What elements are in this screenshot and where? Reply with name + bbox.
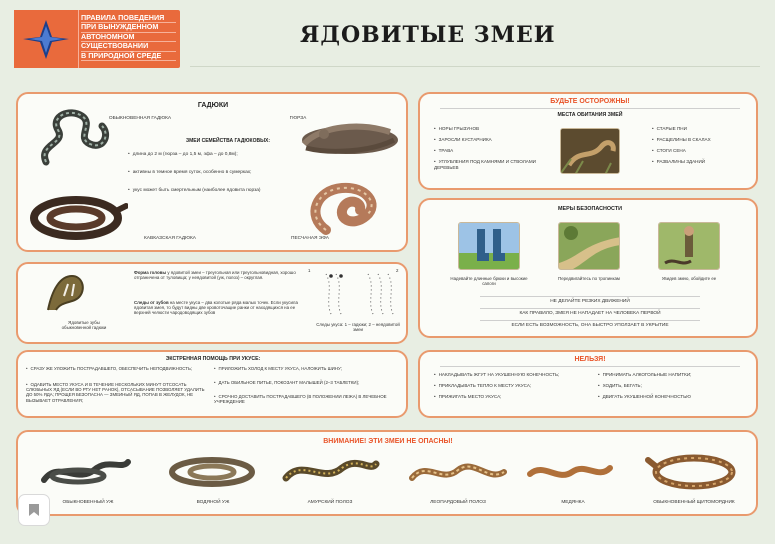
harmless-name: МЕДЯНКА	[561, 500, 585, 505]
amur-ratsnake-image	[280, 450, 380, 490]
habitat-item: • СТАРЫЕ ПНИ	[652, 126, 752, 132]
habitat-item: • РАЗВАЛИНЫ ЗДАНИЙ	[652, 159, 752, 165]
pit-viper-image	[644, 448, 740, 492]
habitats-title: МЕСТА ОБИТАНИЯ ЗМЕЙ	[557, 112, 623, 118]
harmless-snakes-panel	[16, 430, 758, 516]
harmless-name: ЛЕОПАРДОВЫЙ ПОЛОЗ	[430, 500, 486, 505]
viper-fact	[128, 152, 298, 158]
header-line: СУЩЕСТВОВАНИИ	[81, 42, 176, 51]
sand-efa-label: ПЕСЧАНАЯ ЭФА	[291, 236, 329, 241]
head-shape-panel	[16, 262, 408, 344]
safety-title: МЕРЫ БЕЗОПАСНОСТИ	[558, 206, 622, 212]
forbidden-item: • ДВИГАТЬ УКУШЕННОЙ КОНЕЧНОСТЬЮ	[598, 394, 754, 400]
safety-divider	[480, 296, 700, 297]
viper-fangs-caption: Ядовитые зубы обыкновенной гадюки	[61, 320, 107, 331]
track-label-1: 1	[308, 268, 311, 273]
vipers-title: ГАДЮКИ	[197, 102, 229, 109]
sand-efa-image	[306, 170, 396, 242]
header-org-text	[78, 10, 180, 68]
first-aid-step	[26, 366, 206, 371]
head-shape-text	[134, 270, 312, 280]
beware-divider	[440, 108, 740, 109]
vipers-panel	[16, 92, 408, 252]
habitat-item: • СТОГИ СЕНА	[652, 148, 752, 154]
safety-caption: Надевайте длинные брюки и высокие сапоги	[450, 276, 528, 287]
first-aid-step	[214, 366, 394, 371]
safety-panel	[418, 198, 758, 338]
bite-marks-bold: Следы от зубов	[134, 300, 169, 305]
harmless-name: ОБЫКНОВЕННЫЙ ЩИТОМОРДНИК	[653, 500, 735, 505]
forbidden-panel	[418, 350, 758, 418]
title-divider	[190, 66, 760, 67]
caucasian-viper-image	[28, 188, 128, 242]
leopard-snake-image	[408, 454, 508, 490]
page-title: ЯДОВИТЫЕ ЗМЕИ	[300, 22, 556, 48]
habitat-item: • НОРЫ ГРЫЗУНОВ	[434, 126, 544, 132]
bookmark-icon	[28, 503, 40, 517]
water-snake-image	[164, 450, 260, 490]
caucasian-viper-label: КАВКАЗСКАЯ ГАДЮКА	[144, 236, 196, 241]
avoid-snake-image	[658, 222, 720, 270]
safety-caption: Передвигайтесь по тропинкам	[558, 276, 620, 281]
harmless-name: ОБЫКНОВЕННЫЙ УЖ	[62, 500, 114, 505]
habitats-left-list	[434, 126, 544, 176]
tracks-caption: Следы укуса: 1 – гадюки; 2 – неядовитой змеи	[316, 322, 400, 333]
snake-in-grass-image	[560, 128, 620, 174]
safety-rule: КАК ПРАВИЛО, ЗМЕЯ НЕ НАПАДАЕТ НА ЧЕЛОВЕКА ПЕРВОЙ	[519, 311, 661, 316]
first-aid-step-text: • ПРИЛОЖИТЬ ХОЛОД К МЕСТУ УКУСА, НАЛОЖИТЬ ШИНУ;	[214, 366, 342, 371]
forbidden-item: • НАКЛАДЫВАТЬ ЖГУТ НА УКУШЕННУЮ КОНЕЧНОСТЬ;	[434, 372, 594, 378]
beware-title: БУДЬТЕ ОСТОРОЖНЫ!	[550, 98, 630, 105]
track-label-2: 2	[396, 268, 399, 273]
high-boots-image	[458, 222, 520, 270]
path-image	[558, 222, 620, 270]
header-line: В ПРИРОДНОЙ СРЕДЕ	[81, 52, 176, 61]
safety-caption: Увидев змею, обойдите ее	[661, 276, 717, 281]
harmless-name: ВОДЯНОЙ УЖ	[196, 500, 230, 505]
bite-marks-desc: на месте укуса – два колотые ряда малых точек. Если укусила ядовитая змея, то будут видны две кровоточащие ранки от находящихся на ее верхней челюсти чародоводящих зубов	[134, 300, 298, 316]
safety-rule: НЕ ДЕЛАЙТЕ РЕЗКИХ ДВИЖЕНИЙ	[550, 299, 630, 304]
first-aid-step-text: • ОДАВИТЬ МЕСТО УКУСА И В ТЕЧЕНИЕ НЕСКОЛЬКИХ МИНУТ ОТСОСАТЬ СЛЮБЬНЫХ ЯД (ЕСЛИ ВО РТУ НЕТ РАНОК), ОТСАСЫВАНИЕ ПОЗВОЛЯЕТ УДАЛИТЬ ДО 50% ЯДА; ПРОЩЕЯ БЕЗОПАСНА — ЗМЕИНЫЙ ЯД, ПОПАВ В ЖЕЛУДОК, НЕ ВЫЗЫВАЕТ ОТРАВЛЕНИЯ;	[26, 382, 205, 403]
safety-divider	[480, 308, 700, 309]
gyurza-label: ГЮРЗА	[289, 116, 307, 121]
forbidden-item: • ПРИКЛАДЫВАТЬ ТЕПЛО К МЕСТУ УКУСА;	[434, 383, 594, 389]
safety-divider	[480, 320, 700, 321]
first-aid-step	[214, 394, 394, 404]
emergency-logo-icon	[14, 10, 78, 68]
first-aid-step-text: • СРАЗУ ЖЕ УЛОЖИТЬ ПОСТРАДАВШЕГО, ОБЕСПЕЧИТЬ НЕПОДВИЖНОСТЬ;	[26, 366, 192, 371]
first-aid-title: ЭКСТРЕННАЯ ПОМОЩЬ ПРИ УКУСЕ:	[165, 356, 261, 362]
habitat-item: • ТРАВА	[434, 148, 544, 154]
first-aid-step-text: • ДАТЬ ОБИЛЬНОЕ ПИТЬЕ, ПОКОЗАНТ МАЛЫШЕЙ (2–3 ТАБЛЕТКИ);	[214, 380, 359, 385]
safety-rule: ЕСЛИ ЕСТЬ ВОЗМОЖНОСТЬ, ОНА БЫСТРО УПОЛЗАЕТ В УКРЫТИЕ	[511, 323, 669, 328]
habitat-item: • ЗАРОСЛИ КУСТАРНИКА	[434, 137, 544, 143]
viper-fact-text: • активны в темное время суток, особенно в сумерках;	[128, 170, 251, 175]
forbidden-item: • ХОДИТЬ, БЕГАТЬ;	[598, 383, 754, 389]
viper-fact	[128, 170, 298, 176]
viper-fact	[128, 188, 298, 194]
first-aid-step	[26, 382, 206, 403]
bookmark-button[interactable]	[18, 494, 50, 526]
viper-head-image	[42, 270, 90, 316]
forbidden-title: НЕЛЬЗЯ!	[574, 356, 606, 363]
viper-fact-text: • укус может быть смертельным (наиболее ядовита гюрза)	[128, 188, 261, 193]
forbidden-left-list	[434, 372, 594, 405]
grass-snake-image	[38, 450, 134, 490]
beware-panel	[418, 92, 758, 190]
common-viper-label: ОБЫКНОВЕННАЯ ГАДЮКА	[108, 116, 172, 121]
header-line: ПРАВИЛА ПОВЕДЕНИЯ	[81, 14, 176, 23]
habitat-item: • РАСЩЕЛИНЫ В СКАЛАХ	[652, 137, 752, 143]
first-aid-step	[214, 380, 394, 385]
smooth-snake-image	[524, 454, 614, 490]
head-shape-desc: у ядовитой змеи – треугольная или треугольновидная, хорошо отграничена от туловища; у неядовитой (уж, полоз) – округлая.	[134, 270, 296, 281]
habitat-item: • УГЛУБЛЕНИЯ ПОД КАМНЯМИ И СТВОЛАМИ ДЕРЕВЬЕВ	[434, 159, 544, 171]
header-line: ПРИ ВЫНУЖДЕННОМ	[81, 23, 176, 32]
header-badge	[14, 10, 180, 68]
forbidden-item: • ПРИЖИГАТЬ МЕСТО УКУСА;	[434, 394, 594, 400]
bite-marks-text	[134, 300, 312, 316]
forbidden-right-list	[598, 372, 754, 405]
header-line: АВТОНОМНОМ	[81, 33, 176, 42]
harmless-title: ВНИМАНИЕ! ЭТИ ЗМЕИ НЕ ОПАСНЫ!	[323, 438, 453, 445]
harmless-name: АМУРСКИЙ ПОЛОЗ	[307, 500, 353, 505]
forbidden-divider	[440, 366, 740, 367]
first-aid-panel	[16, 350, 408, 418]
habitats-right-list	[652, 126, 752, 170]
forbidden-item: • ПРИНИМАТЬ АЛКОГОЛЬНЫЕ НАПИТКИ;	[598, 372, 754, 378]
bite-tracks-diagram	[316, 270, 400, 320]
first-aid-step-text: • СРОЧНО ДОСТАВИТЬ ПОСТРАДАВШЕГО (В ПОЛОЖЕНИИ ЛЕЖА) В ЛЕЧЕБНОЕ УЧРЕЖДЕНИЕ	[214, 394, 387, 404]
common-viper-image	[36, 104, 116, 170]
head-shape-bold: Форма головы	[134, 270, 167, 275]
viper-family-heading: ЗМЕИ СЕМЕЙСТВА ГАДЮКОВЫХ:	[185, 138, 271, 144]
viper-fact-text: • длина до 2 м (гюрза – до 1,5 м, эфа – до 0,8м);	[128, 152, 238, 157]
